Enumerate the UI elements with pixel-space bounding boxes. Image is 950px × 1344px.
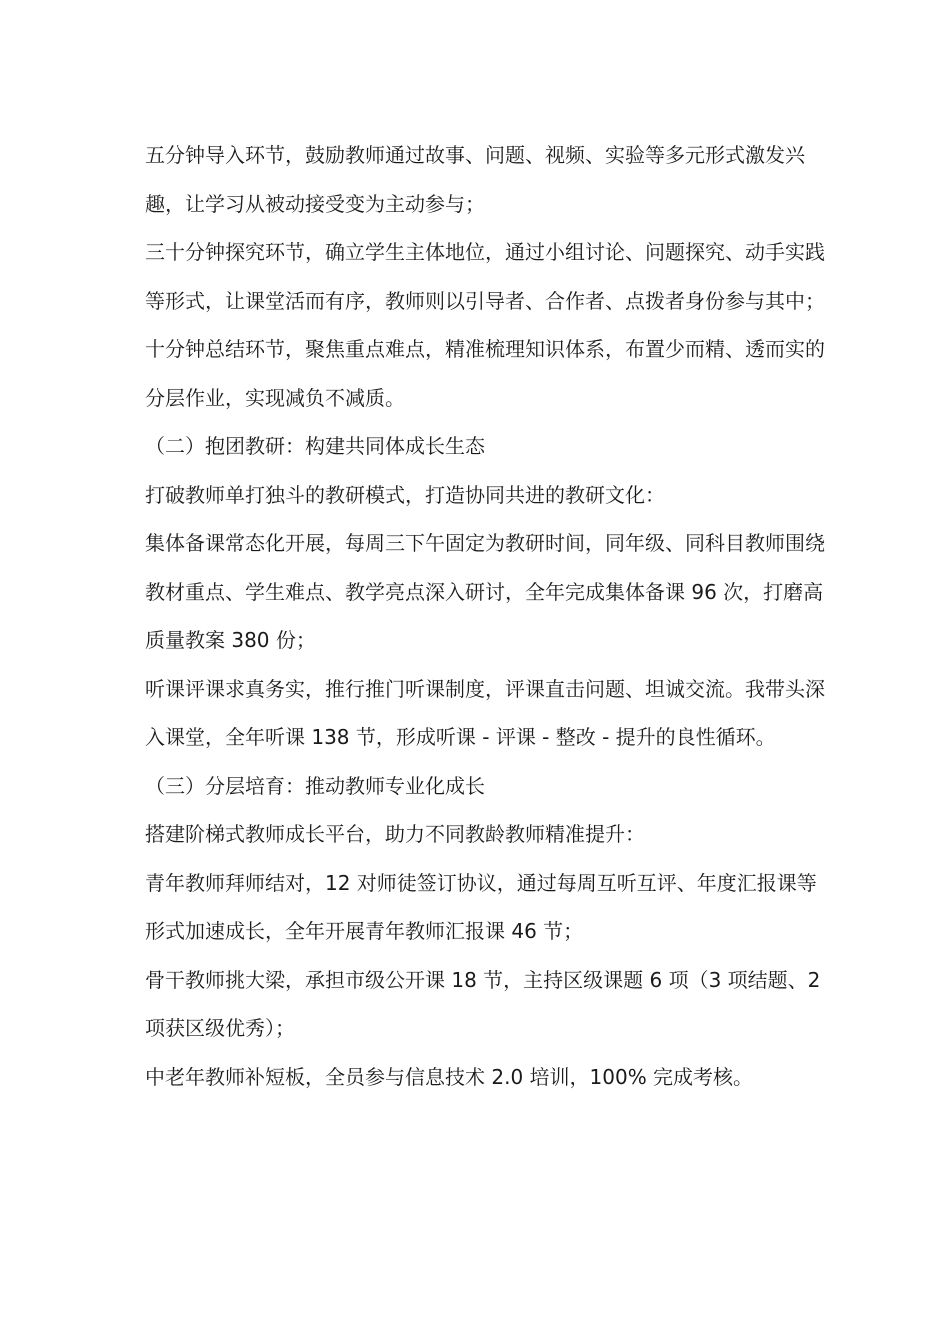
- section-heading-3: （三）分层培育：推动教师专业化成长: [145, 773, 485, 798]
- paragraph-exploration: 三十分钟探究环节，确立学生主体地位，通过小组讨论、问题探究、动手实践等形式，让课堂活而有序，教师则以引导者、合作者、点拨者身份参与其中；: [145, 240, 825, 313]
- paragraph-backbone-teachers: 骨干教师挑大梁，承担市级公开课 18 节，主持区级课题 6 项（3 项结题、2 项获区级优秀）；: [145, 967, 827, 1040]
- paragraph-lesson-review: 听课评课求真务实，推行推门听课制度，评课直击问题、坦诚交流。我带头深入课堂，全年听课 138 节，形成听课 - 评课 - 整改 - 提升的良性循环。: [145, 676, 825, 749]
- paragraph-summary: 十分钟总结环节，聚焦重点难点，精准梳理知识体系，布置少而精、透而实的分层作业，实现减负不减质。: [145, 337, 825, 410]
- paragraph-young-teachers: 青年教师拜师结对，12 对师徒签订协议，通过每周互听互评、年度汇报课等形式加速成长，全年开展青年教师汇报课 46 节；: [145, 870, 817, 943]
- document-body: [145, 131, 835, 1101]
- paragraph-senior-teachers: 中老年教师补短板，全员参与信息技术 2.0 培训，100% 完成考核。: [145, 1064, 754, 1089]
- paragraph-collective-prep: 集体备课常态化开展，每周三下午固定为教研时间，同年级、同科目教师围绕教材重点、学生难点、教学亮点深入研讨，全年完成集体备课 96 次，打磨高质量教案 380 份；: [145, 531, 825, 652]
- section-heading-2: （二）抱团教研：构建共同体成长生态: [145, 434, 485, 458]
- paragraph-growth-platform: 搭建阶梯式教师成长平台，助力不同教龄教师精准提升：: [145, 822, 645, 846]
- paragraph-research-intro: 打破教师单打独斗的教研模式，打造协同共进的教研文化：: [145, 482, 665, 507]
- paragraph-lead-in: 五分钟导入环节，鼓励教师通过故事、问题、视频、实验等多元形式激发兴趣，让学习从被动接受变为主动参与；: [145, 143, 805, 216]
